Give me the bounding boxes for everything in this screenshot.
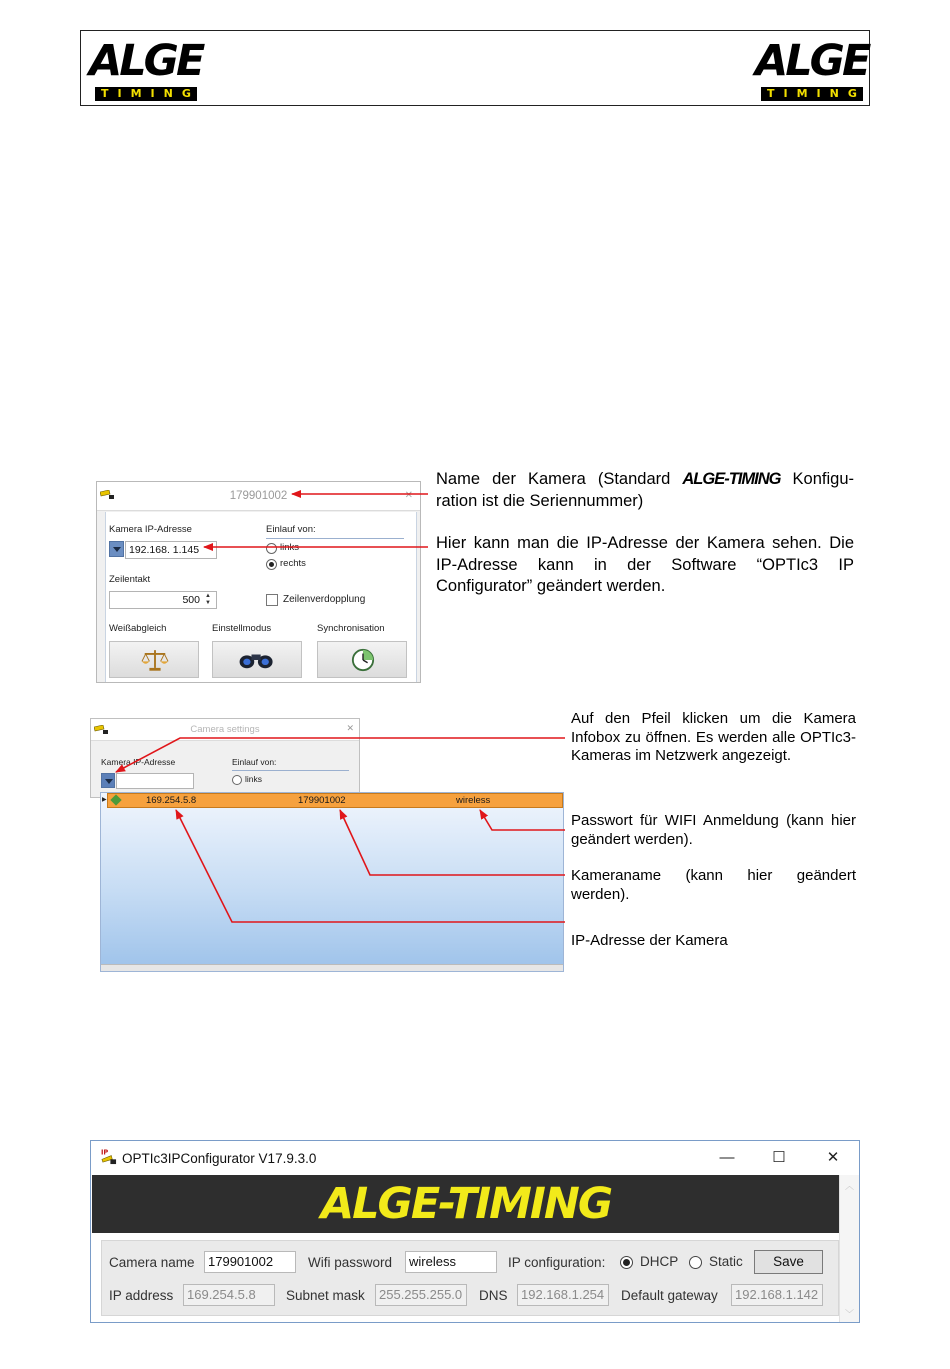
ip-dropdown-button[interactable]	[109, 541, 124, 557]
subnet-mask-label: Subnet mask	[286, 1288, 365, 1303]
einlauf-label: Einlauf von:	[266, 524, 316, 535]
alge-logo-right	[755, 36, 869, 101]
banner-text: ALGE-TIMING	[320, 1179, 612, 1229]
callout-ip-view: Hier kann man die IP-Adresse der Kamera sehen. Die IP-Adresse kann in der Software “OPTIc3 IP Configurator” geändert werden.	[436, 534, 854, 595]
dns-input[interactable]: 192.168.1.254	[517, 1284, 609, 1306]
zeilentakt-value: 500	[182, 594, 200, 606]
callout-camera-name-edit: Kameraname (kann hier geändert werden).	[571, 867, 856, 903]
ip-address-label: IP address	[109, 1288, 174, 1303]
callout-wifi-password: Passwort für WIFI Anmeldung (kann hier geändert werden).	[571, 812, 856, 848]
camera-settings-screenshot	[90, 718, 564, 972]
svg-text:IP: IP	[100, 1148, 109, 1157]
configurator-titlebar	[91, 1141, 859, 1175]
callout-arrow-click: Auf den Pfeil klicken um die Kamera Infobox zu öffnen. Es werden alle OPTIc3-Kameras im Netzwerk angezeigt.	[571, 710, 856, 764]
zeilentakt-field[interactable]	[109, 591, 217, 609]
row-name: 179901002	[298, 795, 346, 806]
scroll-up-icon[interactable]: ︿	[845, 1181, 855, 1191]
camera-settings-panel	[90, 718, 360, 798]
logo-word: ALGE	[89, 36, 203, 86]
page-header	[80, 30, 870, 106]
logo-bar: TIMING	[761, 87, 863, 101]
close-icon[interactable]: ✕	[826, 1149, 840, 1166]
einstellmodus-label: Einstellmodus	[212, 623, 272, 634]
callout-brand: ALGE-TIMING	[682, 470, 781, 488]
callout-camera-name-b: Konfigu-ration ist die Seriennummer)	[436, 470, 854, 510]
camera-name-label: Camera name	[109, 1255, 195, 1270]
camera-settings-title: Camera settings	[190, 724, 260, 735]
radio-links-label: links	[280, 542, 300, 553]
close-icon[interactable]: ✕	[346, 723, 354, 733]
weissabgleich-button[interactable]	[109, 641, 199, 678]
group-divider	[232, 770, 349, 771]
camera-name-input[interactable]: 179901002	[204, 1251, 296, 1273]
ip-address-input[interactable]: 169.254.5.8	[183, 1284, 275, 1306]
ip-config-label: IP configuration:	[508, 1255, 606, 1270]
ip-address-field[interactable]: 192.168. 1.145	[125, 541, 217, 559]
camera-settings-titlebar	[91, 719, 359, 741]
row-ip: 169.254.5.8	[146, 795, 197, 806]
default-gateway-label: Default gateway	[621, 1288, 718, 1303]
window-title: OPTIc3IPConfigurator V17.9.3.0	[122, 1151, 317, 1166]
ip-label: Kamera IP-Adresse	[101, 757, 176, 767]
camera-panel-titlebar	[97, 482, 420, 511]
horizontal-scrollbar[interactable]	[101, 964, 563, 971]
subnet-mask-input[interactable]: 255.255.255.0	[375, 1284, 467, 1306]
dns-label: DNS	[479, 1288, 508, 1303]
camera-name-title: 179901002	[229, 490, 288, 502]
minimize-icon[interactable]: —	[719, 1149, 735, 1166]
camera-list-row[interactable]	[107, 793, 563, 808]
callout-ip-address: IP-Adresse der Kamera	[571, 932, 728, 949]
spin-arrows-icon[interactable]: ▲ ▼	[205, 593, 211, 606]
status-diamond-icon	[110, 794, 121, 805]
radio-rechts[interactable]	[266, 559, 277, 570]
callout-camera-name-a: Name der Kamera (Standard	[436, 470, 683, 488]
einlauf-label: Einlauf von:	[232, 757, 277, 767]
ip-dropdown-arrow-button[interactable]	[101, 773, 115, 788]
scroll-down-icon[interactable]: ﹀	[845, 1309, 855, 1319]
radio-links[interactable]	[232, 775, 242, 785]
alge-timing-banner	[92, 1175, 840, 1233]
logo-bar: TIMING	[95, 87, 197, 101]
default-gateway-input[interactable]: 192.168.1.142	[731, 1284, 823, 1306]
static-label: Static	[709, 1254, 743, 1269]
radio-rechts-label: rechts	[280, 558, 306, 569]
ip-label: Kamera IP-Adresse	[109, 524, 192, 535]
wifi-password-input[interactable]: wireless	[405, 1251, 497, 1273]
group-divider	[266, 538, 404, 539]
zeilenverdopplung-label: Zeilenverdopplung	[283, 594, 366, 605]
wifi-password-label: Wifi password	[308, 1255, 393, 1270]
static-radio[interactable]	[689, 1256, 702, 1269]
row-password: wireless	[456, 795, 491, 806]
binoculars-icon	[238, 649, 276, 671]
configurator-form	[101, 1240, 839, 1316]
synchronisation-button[interactable]	[317, 641, 407, 678]
callout-camera-name	[436, 469, 854, 512]
dhcp-radio[interactable]	[620, 1256, 633, 1269]
radio-links-label: links	[245, 774, 263, 784]
row-pointer-icon: ▶	[102, 797, 107, 803]
radio-links[interactable]	[266, 543, 277, 554]
synchronisation-label: Synchronisation	[317, 623, 385, 634]
camera-panel-screenshot	[96, 481, 421, 683]
camera-list	[100, 792, 564, 972]
zeilenverdopplung-checkbox[interactable]	[266, 594, 278, 606]
clock-icon	[351, 648, 375, 672]
weissabgleich-label: Weißabgleich	[109, 623, 167, 634]
einstellmodus-button[interactable]	[212, 641, 302, 678]
balance-scale-icon	[141, 647, 169, 672]
vertical-scrollbar[interactable]	[839, 1175, 859, 1323]
configurator-window	[90, 1140, 860, 1323]
ip-address-field[interactable]	[116, 773, 194, 789]
camera-panel-body	[105, 512, 417, 682]
close-icon[interactable]: ✕	[404, 490, 413, 501]
save-button[interactable]: Save	[754, 1250, 823, 1274]
logo-word: ALGE	[755, 36, 869, 86]
dhcp-label: DHCP	[640, 1254, 679, 1269]
maximize-icon[interactable]: ☐	[772, 1149, 786, 1166]
zeilentakt-label: Zeilentakt	[109, 574, 151, 585]
app-icon	[100, 1148, 117, 1165]
alge-logo-left	[89, 36, 203, 101]
